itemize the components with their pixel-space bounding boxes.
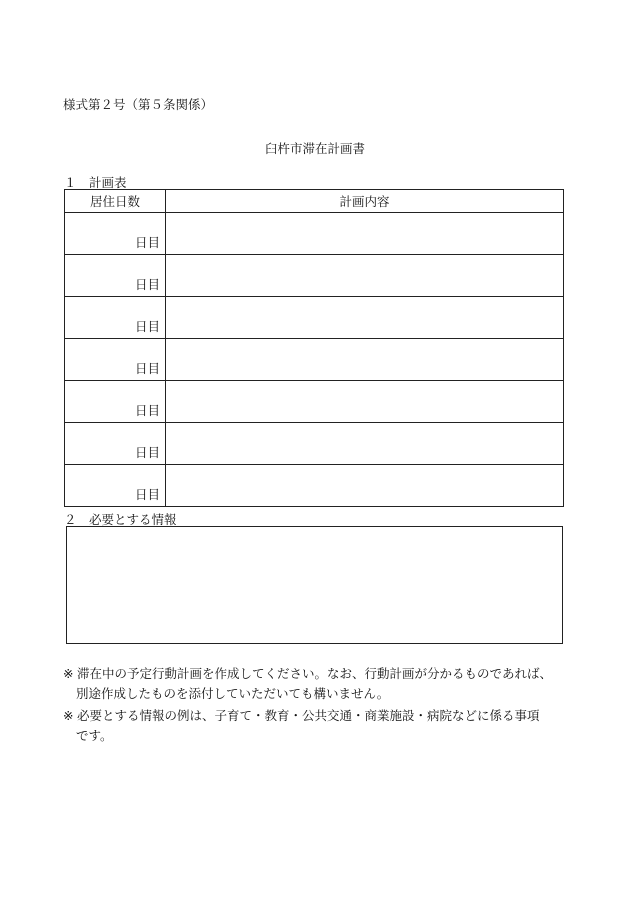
plan-content-cell[interactable] [166,297,564,339]
days-cell[interactable]: 日目 [65,339,166,381]
note-text-line1: 必要とする情報の例は、子育て・教育・公共交通・商業施設・病院などに係る事項 [77,708,540,723]
days-cell[interactable]: 日目 [65,255,166,297]
column-header-plan-content: 計画内容 [166,190,564,213]
table-row [65,381,564,423]
required-info-box[interactable] [66,526,563,644]
column-header-days: 居住日数 [65,190,166,213]
table-row [65,423,564,465]
note-mark: ※ [63,666,74,681]
days-cell[interactable]: 日目 [65,213,166,255]
plan-table [64,189,564,507]
form-number: 様式第２号（第５条関係） [63,97,214,112]
note-text-line2: 別途作成したものを添付していただいても構いません。 [76,686,390,701]
plan-content-cell[interactable] [166,255,564,297]
days-cell[interactable]: 日目 [65,297,166,339]
table-row [65,339,564,381]
plan-content-cell[interactable] [166,213,564,255]
days-cell[interactable]: 日目 [65,381,166,423]
section-heading-plan-table: １ 計画表 [64,175,127,190]
note-text-line2: です。 [76,728,113,743]
plan-content-cell[interactable] [166,381,564,423]
table-row [65,255,564,297]
table-row [65,465,564,507]
days-cell[interactable]: 日目 [65,423,166,465]
table-row [65,297,564,339]
days-cell[interactable]: 日目 [65,465,166,507]
plan-content-cell[interactable] [166,465,564,507]
plan-content-cell[interactable] [166,339,564,381]
note-action-plan [63,664,573,704]
plan-content-cell[interactable] [166,423,564,465]
document-title: 臼杵市滞在計画書 [264,141,365,156]
note-required-info-examples [63,706,573,746]
plan-table-header-row [65,190,564,213]
table-row [65,213,564,255]
note-mark: ※ [63,708,74,723]
section-heading-required-info: ２ 必要とする情報 [64,512,177,527]
note-text-line1: 滞在中の予定行動計画を作成してください。なお、行動計画が分かるものであれば、 [77,666,553,681]
